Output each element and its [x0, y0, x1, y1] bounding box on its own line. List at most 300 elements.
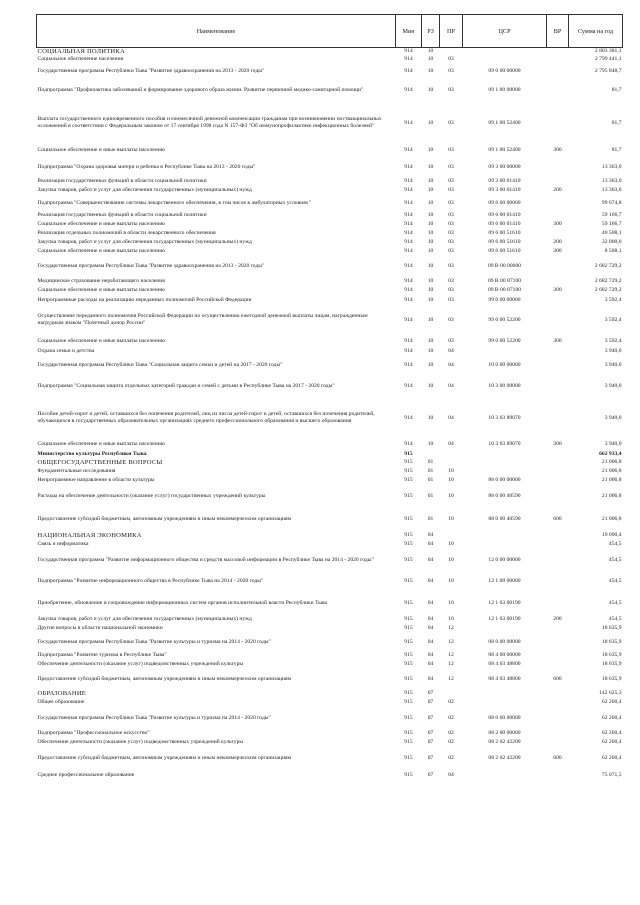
cell-pr: 03 — [448, 178, 454, 184]
cell-vr — [547, 531, 569, 540]
cell-pr: 03 — [448, 221, 454, 227]
cell-vr — [547, 540, 569, 549]
header-vr: ВР — [547, 15, 569, 48]
cell-min: 914 — [404, 348, 413, 354]
cell-vr — [547, 698, 569, 707]
cell-csr: 10 3 03 89070 — [488, 440, 521, 447]
cell-sum: 3 940,0 — [604, 414, 622, 421]
cell-min: 915 — [404, 739, 413, 745]
cell-min: 914 — [404, 212, 413, 218]
cell-pr — [440, 458, 463, 467]
cell-csr: 12 1 03 00190 — [488, 599, 521, 606]
cell-csr: 10 0 00 00000 — [488, 361, 521, 368]
cell-rz: 10 — [427, 248, 434, 254]
cell-name: Непрограммные расходы на реализацию переданных полномочий Российской Федерации — [37, 296, 252, 303]
cell-rz: 10 — [427, 187, 434, 193]
table-row — [37, 531, 623, 540]
cell-name: Закупка товаров, работ и услуг для обеспечения государственных (муниципальных) нужд — [37, 187, 252, 193]
cell-csr: 09 3 00 00000 — [488, 163, 521, 170]
cell-vr — [547, 256, 569, 276]
cell-rz: 10 — [427, 239, 434, 245]
cell-name: Другие вопросы в области национальной экономики — [37, 625, 163, 631]
table-row — [37, 398, 623, 438]
cell-csr: 08 4 03 48800 — [488, 675, 521, 682]
cell-sum: 3 940,0 — [604, 440, 622, 447]
cell-csr: 09 0 00 00000 — [488, 67, 521, 74]
cell-sum: 81,7 — [611, 146, 622, 153]
cell-pr — [440, 450, 463, 458]
cell-name: Обеспечение деятельности (оказание услуг) подведомственных учреждений культуры — [37, 739, 244, 745]
cell-min: 914 — [404, 361, 413, 368]
cell-csr: 88 0 00 40590 — [488, 492, 521, 499]
cell-min: 914 — [404, 277, 413, 284]
table-row — [37, 689, 623, 698]
cell-name: Связь и информатика — [37, 541, 89, 547]
cell-sum: 18 635,9 — [601, 625, 622, 631]
header-sum: Сумма на год — [569, 15, 623, 48]
cell-vr: 300 — [553, 337, 562, 344]
cell-min: 914 — [404, 199, 413, 206]
cell-rz: 04 — [427, 616, 434, 622]
cell-sum: 454,5 — [608, 599, 622, 606]
cell-min: 915 — [404, 459, 413, 465]
cell-name: Государственная программа Республики Тыва "Развитие здравоохранения на 2013 - 2020 годы" — [37, 262, 265, 269]
cell-pr: 04 — [448, 771, 454, 778]
cell-rz: 10 — [427, 287, 434, 293]
cell-pr: 03 — [448, 212, 454, 218]
cell-name: Подпрограмма "Профилактика заболеваний и формирование здорового образа жизни. Развитие первичной медико-санитарной помощи" — [37, 87, 364, 93]
cell-rz: 10 — [427, 348, 434, 354]
cell-min: 915 — [404, 616, 413, 622]
cell-sum: 3 940,0 — [604, 348, 622, 354]
cell-min: 914 — [404, 440, 413, 447]
cell-rz: 04 — [427, 532, 434, 538]
cell-vr — [547, 660, 569, 669]
cell-pr: 02 — [448, 730, 454, 736]
cell-rz: 04 — [427, 661, 434, 667]
cell-rz: 10 — [427, 56, 434, 62]
cell-pr: 10 — [448, 468, 454, 474]
cell-vr: 200 — [553, 239, 562, 245]
cell-csr: 99 0 00 52200 — [488, 316, 521, 323]
cell-pr: 03 — [448, 163, 454, 170]
table-row — [37, 247, 623, 256]
cell-sum: 18 635,9 — [601, 675, 622, 682]
cell-name: СОЦИАЛЬНАЯ ПОЛИТИКА — [37, 48, 125, 55]
cell-name: Закупка товаров, работ и услуг для обеспечения государственных (муниципальных) нужд — [37, 239, 252, 245]
cell-min: 915 — [404, 730, 413, 736]
cell-pr: 10 — [448, 541, 454, 547]
table-row — [37, 347, 623, 356]
cell-pr: 03 — [448, 87, 454, 93]
cell-name: Предоставление субсидий бюджетным, автономным учреждениям и иным некоммерческим организациям — [37, 675, 292, 682]
cell-vr — [547, 769, 569, 781]
cell-min: 914 — [404, 248, 413, 254]
cell-pr: 12 — [448, 675, 454, 682]
cell-csr: 09 1 00 00000 — [488, 87, 521, 93]
cell-sum: 13 363,0 — [601, 187, 622, 193]
cell-rz: 10 — [427, 296, 434, 303]
cell-rz: 07 — [427, 730, 434, 736]
cell-csr: 08 2 02 42200 — [488, 739, 521, 745]
cell-name: Подпрограмма "Социальная защита отдельных категорий граждан и семей с детьми в Республике Тыва на 2017 - 2020 годы" — [37, 382, 335, 389]
cell-rz: 04 — [427, 652, 434, 658]
table-row — [37, 48, 623, 56]
cell-pr: 10 — [448, 492, 454, 499]
cell-name: Государственная программа "Развитие информационного общества и средств массовой информации в Республике Тыва на 2014 - 2020 годы" — [37, 556, 374, 563]
cell-rz: 10 — [427, 361, 434, 368]
cell-vr — [547, 624, 569, 633]
cell-csr: 09 В 00 87100 — [487, 277, 522, 284]
cell-pr — [440, 531, 463, 540]
cell-sum: 40 508,1 — [601, 230, 622, 236]
table-row — [37, 229, 623, 238]
table-row — [37, 220, 623, 229]
cell-rz: 01 — [427, 515, 434, 522]
cell-csr: 08 4 00 00000 — [488, 652, 521, 658]
cell-vr — [547, 374, 569, 398]
cell-sum: 81,7 — [611, 87, 622, 93]
cell-vr — [547, 103, 569, 143]
cell-pr: 04 — [448, 440, 454, 447]
cell-rz: 07 — [427, 771, 434, 778]
cell-name: Общее образование — [37, 699, 85, 705]
cell-csr: 08 0 00 00000 — [488, 638, 521, 645]
cell-vr: 600 — [553, 515, 562, 522]
cell-rz: 01 — [427, 492, 434, 499]
cell-sum: 21 006,8 — [601, 459, 622, 465]
cell-name: Среднее профессиональное образование — [37, 771, 135, 778]
cell-min: 915 — [404, 714, 413, 721]
cell-sum: 13 363,0 — [601, 178, 622, 184]
cell-rz: 10 — [427, 221, 434, 227]
cell-rz: 04 — [427, 675, 434, 682]
cell-rz: 10 — [427, 87, 434, 93]
cell-pr: 03 — [448, 56, 454, 62]
cell-sum: 81,7 — [611, 119, 622, 126]
table-row — [37, 238, 623, 247]
cell-csr — [463, 48, 547, 56]
cell-sum: 62 260,4 — [601, 739, 622, 745]
table-row — [37, 624, 623, 633]
cell-name: Предоставление субсидий бюджетным, автономным учреждениям и иным некоммерческим организациям — [37, 754, 292, 761]
table-row — [37, 633, 623, 651]
cell-pr: 04 — [448, 414, 454, 421]
cell-vr — [547, 571, 569, 591]
cell-csr: 09 3 00 01410 — [488, 187, 521, 193]
cell-vr: 300 — [553, 146, 562, 153]
cell-min: 914 — [404, 296, 413, 303]
cell-name: Социальное обеспечение и иные выплаты населению — [37, 440, 165, 447]
cell-vr — [547, 78, 569, 103]
cell-min: 915 — [404, 515, 413, 522]
cell-name: Реализация государственных функций в области социальной политики — [37, 212, 207, 218]
cell-min: 915 — [404, 625, 413, 631]
cell-pr: 03 — [448, 316, 454, 323]
table-row — [37, 335, 623, 347]
cell-name: Подпрограмма "Развитие информационного общества в Республике Тыва на 2014 - 2020 годы" — [37, 577, 264, 584]
cell-vr: 600 — [553, 675, 562, 682]
cell-csr — [463, 531, 547, 540]
cell-name: Министерство культуры Республики Тыва — [37, 450, 147, 457]
cell-min: 914 — [404, 316, 413, 323]
cell-sum: 21 006,8 — [601, 468, 622, 474]
cell-vr — [547, 467, 569, 476]
cell-sum: 3 940,0 — [604, 382, 622, 389]
cell-csr: 08 2 02 42200 — [488, 754, 521, 761]
cell-sum: 13 363,0 — [601, 163, 622, 170]
cell-pr — [440, 48, 463, 56]
cell-pr: 10 — [448, 515, 454, 522]
cell-rz: 01 — [427, 459, 434, 465]
cell-min: 915 — [404, 771, 413, 778]
table-row — [37, 356, 623, 374]
cell-name: Выплата государственного единовременного пособия и ежемесячной денежной компенсации гражданам при возникновении поствакцинальных осложнений в соответствии с Федеральным законом от 17 сентября 1998 года N 157-ФЗ "Об иммунопрофилактике инфекционных болезней" — [37, 116, 382, 129]
header-csr: ЦСР — [463, 15, 547, 48]
cell-min: 914 — [404, 146, 413, 153]
cell-name: Государственная программа Республики Тыва "Развитие культуры и туризма на 2014 - 2020 годы" — [37, 714, 271, 721]
cell-name: Социальное обеспечение и иные выплаты населению — [37, 287, 165, 293]
cell-name: Государственная программа Республики Тыва "Развитие культуры и туризма на 2014 - 2020 годы" — [37, 638, 271, 645]
cell-name: Непрограммное направление в области культуры — [37, 477, 155, 483]
cell-vr: 300 — [553, 221, 562, 227]
cell-min: 914 — [404, 56, 413, 62]
cell-csr: 08 4 03 48800 — [488, 661, 521, 667]
cell-min: 914 — [404, 187, 413, 193]
cell-rz: 10 — [427, 414, 434, 421]
cell-sum: 3 592,4 — [604, 337, 622, 344]
table-row — [37, 669, 623, 689]
cell-vr — [547, 476, 569, 485]
header-min: Мин — [396, 15, 422, 48]
cell-vr — [547, 211, 569, 220]
cell-pr: 03 — [448, 239, 454, 245]
cell-name: Подпрограмма "Профессиональное искусство" — [37, 730, 150, 736]
cell-rz: 10 — [427, 199, 434, 206]
cell-min: 915 — [404, 599, 413, 606]
cell-vr — [547, 738, 569, 747]
cell-name: Охрана семьи и детства — [37, 348, 95, 354]
cell-vr — [547, 633, 569, 651]
cell-sum: 2 799 441,1 — [594, 56, 622, 62]
cell-sum: 99 674,8 — [601, 199, 622, 206]
cell-pr: 10 — [448, 577, 454, 584]
cell-vr: 300 — [553, 248, 562, 254]
cell-name: Реализация государственных функций в области социальной политики — [37, 178, 207, 184]
cell-csr — [463, 689, 547, 698]
cell-sum: 19 090,4 — [601, 532, 622, 538]
cell-vr — [547, 651, 569, 660]
cell-rz: 10 — [427, 337, 434, 344]
cell-csr: 12 1 03 00190 — [488, 616, 521, 622]
cell-min: 915 — [404, 661, 413, 667]
table-body — [37, 48, 623, 782]
cell-sum: 8 508,1 — [604, 248, 622, 254]
cell-rz: 10 — [427, 119, 434, 126]
cell-pr — [440, 689, 463, 698]
cell-min: 914 — [404, 262, 413, 269]
cell-name: Пособие детей-сирот и детей, оставшихся без попечения родителей, лиц из числа детей-сирот и детей, оставшихся без попечения родителей, обучающихся в государственных образовательных организациях среднего профессионального образования и высшего образования — [37, 411, 375, 424]
cell-csr: 88 0 00 00000 — [488, 477, 521, 483]
cell-min: 914 — [404, 119, 413, 126]
cell-vr: 300 — [553, 440, 562, 447]
cell-rz: 10 — [427, 212, 434, 218]
cell-vr — [547, 295, 569, 305]
cell-sum: 2 795 848,7 — [594, 67, 622, 74]
cell-vr — [547, 157, 569, 177]
cell-rz: 10 — [427, 146, 434, 153]
header-pr: ПР — [440, 15, 463, 48]
cell-min: 914 — [404, 221, 413, 227]
table-row — [37, 295, 623, 305]
cell-name: Осуществление переданного полномочия Российской Федерации по осуществлению ежегодной денежной выплаты лицам, награжденным нагрудным знаком "Почетный донор России" — [37, 313, 368, 326]
table-row — [37, 540, 623, 549]
table-row — [37, 211, 623, 220]
cell-csr: 08 2 00 00000 — [488, 730, 521, 736]
cell-name: Государственная программа Республики Тыва "Социальная защита семьи и детей на 2017 - 2020 годы" — [37, 361, 283, 368]
table-row — [37, 374, 623, 398]
cell-vr: 300 — [553, 287, 562, 293]
cell-rz: 07 — [427, 690, 434, 696]
cell-vr — [547, 177, 569, 186]
table-row — [37, 305, 623, 335]
cell-rz: 10 — [427, 230, 434, 236]
cell-csr: 09 В 00 87100 — [487, 287, 522, 293]
cell-pr: 04 — [448, 382, 454, 389]
cell-name: НАЦИОНАЛЬНАЯ ЭКОНОМИКА — [37, 532, 142, 539]
cell-vr — [547, 707, 569, 729]
cell-min: 915 — [404, 652, 413, 658]
cell-rz: 10 — [427, 382, 434, 389]
cell-csr: 10 3 00 00000 — [488, 382, 521, 389]
cell-min: 914 — [404, 414, 413, 421]
cell-min: 915 — [404, 556, 413, 563]
cell-csr — [463, 769, 547, 781]
cell-sum: 59 166,7 — [601, 212, 622, 218]
cell-csr: 09 6 00 01410 — [488, 221, 521, 227]
table-row — [37, 64, 623, 78]
cell-csr: 09 6 00 00000 — [488, 199, 521, 206]
cell-pr: 03 — [448, 277, 454, 284]
cell-min: 915 — [404, 477, 413, 483]
cell-csr: 09 3 00 01410 — [488, 178, 521, 184]
cell-pr: 03 — [448, 146, 454, 153]
cell-rz: 10 — [427, 440, 434, 447]
table-row — [37, 660, 623, 669]
cell-name: Фундаментальные исследования — [37, 468, 116, 474]
cell-csr — [463, 55, 547, 64]
cell-pr: 02 — [448, 739, 454, 745]
cell-rz: 04 — [427, 541, 434, 547]
table-row — [37, 467, 623, 476]
cell-vr — [547, 729, 569, 738]
cell-name: Подпрограмма "Охрана здоровья матери и ребенка в Республике Тыва на 2013 - 2020 годы" — [37, 163, 256, 170]
cell-pr: 02 — [448, 754, 454, 761]
cell-vr — [547, 398, 569, 438]
table-row — [37, 476, 623, 485]
cell-pr: 04 — [448, 361, 454, 368]
cell-csr: 09 1 00 52400 — [488, 146, 521, 153]
header-rz: РЗ — [422, 15, 440, 48]
cell-min: 915 — [404, 532, 413, 538]
table-row — [37, 507, 623, 531]
cell-sum: 18 635,9 — [601, 652, 622, 658]
cell-min: 914 — [404, 287, 413, 293]
cell-csr: 10 3 03 89070 — [488, 414, 521, 421]
cell-name: Медицинское страхование неработающего населения — [37, 277, 165, 284]
cell-rz: 07 — [427, 739, 434, 745]
cell-min: 914 — [404, 382, 413, 389]
cell-rz: 10 — [427, 316, 434, 323]
cell-sum: 2 682 729,2 — [594, 277, 622, 284]
cell-csr: 09 6 00 51610 — [488, 230, 521, 236]
cell-sum: 3 940,0 — [604, 361, 622, 368]
cell-rz — [422, 450, 440, 458]
cell-min: 915 — [404, 468, 413, 474]
cell-min: 915 — [404, 699, 413, 705]
cell-name: Подпрограмма "Совершенствование системы лекарственного обеспечения, в том числе в амбулаторных условиях" — [37, 199, 311, 206]
cell-name: Расходы на обеспечение деятельности (оказание услуг) государственных учреждений культуры — [37, 492, 266, 499]
cell-sum: 142 625,3 — [599, 690, 622, 696]
cell-vr — [547, 64, 569, 78]
cell-sum: 21 006,8 — [601, 477, 622, 483]
cell-min: 915 — [404, 675, 413, 682]
cell-name: Социальное обеспечение и иные выплаты населению — [37, 221, 165, 227]
cell-vr — [547, 356, 569, 374]
table-row — [37, 286, 623, 295]
cell-sum: 21 006,8 — [601, 515, 622, 522]
cell-sum: 32 000,0 — [601, 239, 622, 245]
cell-vr — [547, 195, 569, 211]
cell-name: Приобретение, обновление и сопровождение информационных систем органов исполнительной власти Республики Тыва — [37, 599, 328, 606]
cell-min: 914 — [404, 67, 413, 74]
table-row — [37, 186, 623, 195]
cell-sum: 3 592,4 — [604, 316, 622, 323]
cell-sum: 454,5 — [608, 616, 622, 622]
table-header-row — [37, 15, 623, 48]
cell-csr — [463, 698, 547, 707]
cell-name: Социальное обеспечение и иные выплаты населению — [37, 146, 165, 153]
cell-pr: 03 — [448, 230, 454, 236]
cell-pr: 10 — [448, 556, 454, 563]
cell-pr: 03 — [448, 262, 454, 269]
cell-name: Закупка товаров, работ и услуг для обеспечения государственных (муниципальных) нужд — [37, 616, 252, 622]
cell-pr: 03 — [448, 187, 454, 193]
cell-sum: 2 682 729,2 — [594, 262, 622, 269]
cell-min: 915 — [404, 638, 413, 645]
cell-rz: 04 — [427, 577, 434, 584]
cell-pr: 03 — [448, 248, 454, 254]
cell-rz: 04 — [427, 625, 434, 631]
cell-pr: 03 — [448, 337, 454, 344]
cell-name: ОБЩЕГОСУДАРСТВЕННЫЕ ВОПРОСЫ — [37, 459, 163, 466]
table-row — [37, 438, 623, 450]
cell-rz: 10 — [427, 48, 434, 54]
table-row — [37, 103, 623, 143]
cell-pr: 12 — [448, 638, 454, 645]
header-name: Наименование — [37, 15, 396, 48]
cell-sum: 454,5 — [608, 556, 622, 563]
table-row — [37, 78, 623, 103]
cell-sum: 454,5 — [608, 541, 622, 547]
table-row — [37, 143, 623, 157]
cell-sum: 21 006,8 — [601, 492, 622, 499]
table-row — [37, 276, 623, 286]
cell-min: 915 — [404, 450, 413, 457]
cell-name: Государственная программа Республики Тыва "Развитие здравоохранения на 2013 - 2020 годы" — [37, 67, 265, 74]
cell-rz: 01 — [427, 477, 434, 483]
cell-vr — [547, 48, 569, 56]
